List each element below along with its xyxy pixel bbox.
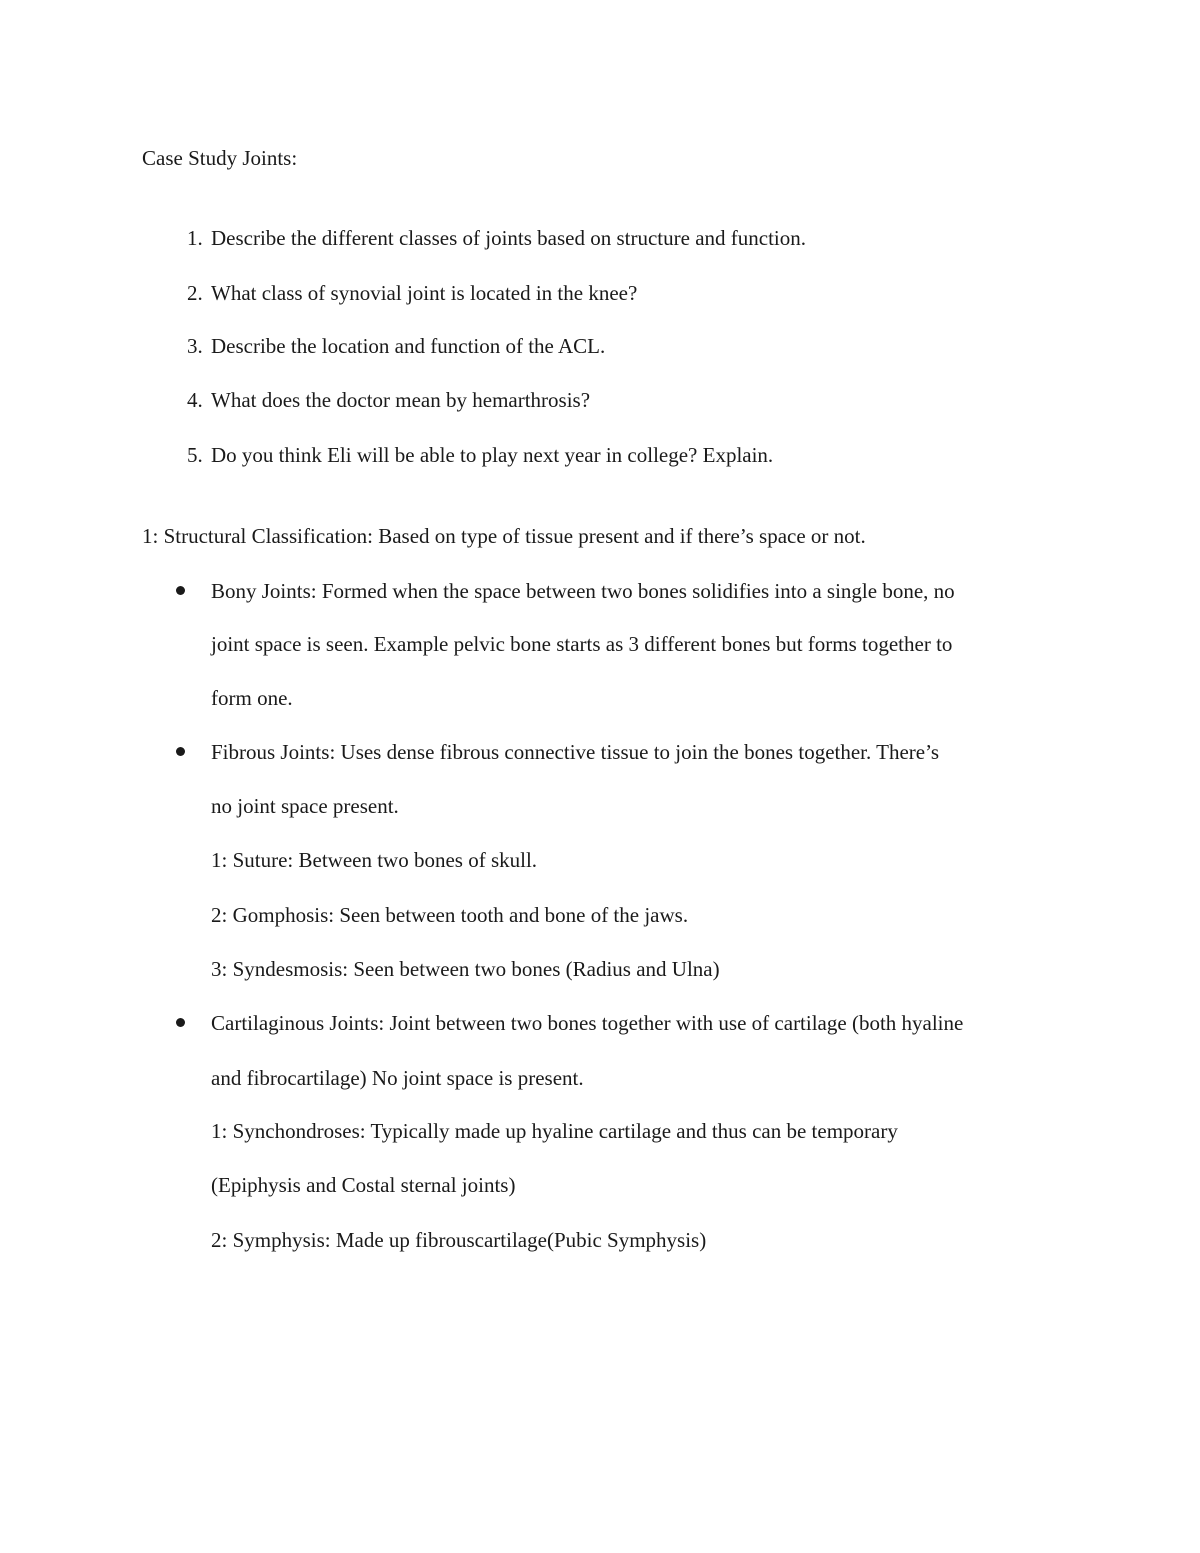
question-4-text: What does the doctor mean by hemarthrosis? <box>211 388 591 412</box>
bony-joints-line-2: joint space is seen. Example pelvic bone starts as 3 different bones but forms together to <box>211 632 953 656</box>
fibrous-joints-line-2: no joint space present. <box>211 794 399 818</box>
fibrous-subitem-suture: 1: Suture: Between two bones of skull. <box>211 848 538 872</box>
bony-joints-line-1: Bony Joints: Formed when the space between two bones solidifies into a single bone, no <box>211 579 955 603</box>
question-1-number: 1. <box>187 226 203 250</box>
bullet-icon <box>176 586 185 595</box>
question-3-number: 3. <box>187 334 203 358</box>
question-5-text: Do you think Eli will be able to play next year in college? Explain. <box>211 443 774 467</box>
cartilaginous-subitem-synchondroses: 1: Synchondroses: Typically made up hyaline cartilage and thus can be temporary <box>211 1119 898 1143</box>
question-2-number: 2. <box>187 281 203 305</box>
fibrous-subitem-syndesmosis: 3: Syndesmosis: Seen between two bones (Radius and Ulna) <box>211 957 720 981</box>
document-title: Case Study Joints: <box>142 146 298 170</box>
answer-heading: 1: Structural Classification: Based on type of tissue present and if there’s space or not. <box>142 524 866 548</box>
bullet-icon <box>176 1018 185 1027</box>
fibrous-subitem-gomphosis: 2: Gomphosis: Seen between tooth and bone of the jaws. <box>211 903 689 927</box>
question-4-number: 4. <box>187 388 203 412</box>
question-3-text: Describe the location and function of the ACL. <box>211 334 606 358</box>
cartilaginous-joints-line-2: and fibrocartilage) No joint space is present. <box>211 1066 584 1090</box>
cartilaginous-subitem-symphysis: 2: Symphysis: Made up fibrouscartilage(Pubic Symphysis) <box>211 1228 707 1252</box>
question-1-text: Describe the different classes of joints based on structure and function. <box>211 226 807 250</box>
cartilaginous-subitem-synchondroses-cont: (Epiphysis and Costal sternal joints) <box>211 1173 516 1197</box>
bullet-icon <box>176 747 185 756</box>
bony-joints-line-3: form one. <box>211 686 293 710</box>
fibrous-joints-line-1: Fibrous Joints: Uses dense fibrous connective tissue to join the bones together. There’s <box>211 740 940 764</box>
cartilaginous-joints-line-1: Cartilaginous Joints: Joint between two bones together with use of cartilage (both hyaline <box>211 1011 964 1035</box>
question-2-text: What class of synovial joint is located in the knee? <box>211 281 638 305</box>
question-5-number: 5. <box>187 443 203 467</box>
